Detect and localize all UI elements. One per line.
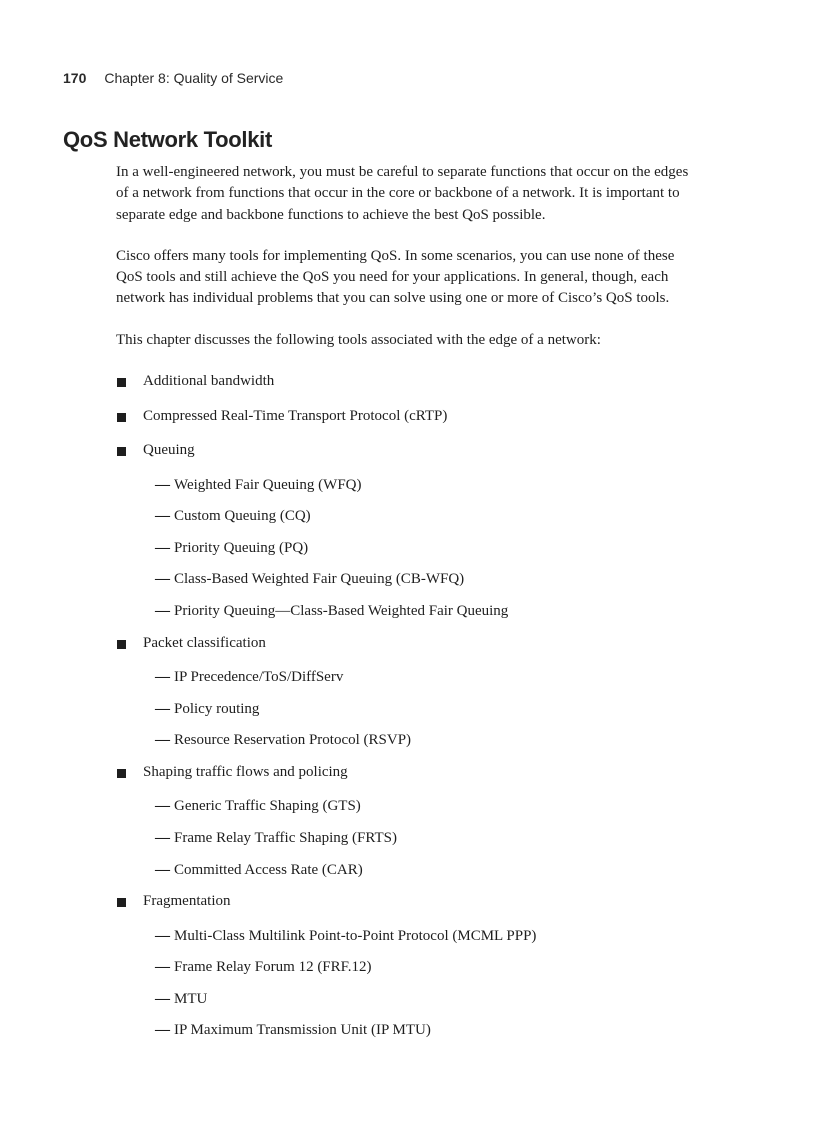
sub-item-label: IP Maximum Transmission Unit (IP MTU) (174, 1022, 431, 1039)
dash-bullet-icon: — (155, 571, 170, 588)
sub-list (116, 926, 701, 1041)
paragraph: Cisco offers many tools for implementing QoS. In some scenarios, you can use none of these QoS tools and still achieve the QoS you need for your applications. In general, though, each network has individual problems that you can solve using one or more of Cisco’s QoS tools. (116, 247, 675, 307)
tool-list-item (116, 406, 701, 430)
dash-bullet-icon: — (155, 927, 170, 944)
sub-list-item (116, 957, 701, 977)
square-bullet-icon (117, 378, 126, 387)
sub-list-item (116, 730, 701, 750)
dash-bullet-icon: — (155, 959, 170, 976)
tool-list-item (116, 633, 701, 657)
sub-item-label: Frame Relay Forum 12 (FRF.12) (174, 959, 372, 976)
dash-bullet-icon: — (155, 602, 170, 619)
sub-item-label: Policy routing (174, 700, 260, 717)
sub-list-item (116, 538, 701, 558)
square-bullet-icon (117, 640, 126, 649)
sub-item-label: Generic Traffic Shaping (GTS) (174, 798, 361, 815)
sub-item-label: IP Precedence/ToS/DiffServ (174, 669, 344, 686)
sub-list-item (116, 475, 701, 495)
sub-list-item (116, 926, 701, 946)
sub-item-label: Frame Relay Traffic Shaping (FRTS) (174, 829, 397, 846)
tool-list-item (116, 891, 701, 915)
dash-bullet-icon: — (155, 798, 170, 815)
sub-list-item (116, 860, 701, 880)
paragraph: In a well-engineered network, you must be careful to separate functions that occur on the edges of a network from functions that occur in the core or backbone of a network. It is important to separate edge and backbone functions to achieve the best QoS possible. (116, 164, 689, 223)
dash-bullet-icon: — (155, 990, 170, 1007)
dash-bullet-icon: — (155, 476, 170, 493)
running-header (63, 70, 283, 86)
tool-label: Packet classification (143, 634, 266, 651)
page-number: 170 (63, 70, 87, 86)
sub-list-item (116, 699, 701, 719)
paragraph: This chapter discusses the following tools associated with the edge of a network: (116, 331, 601, 348)
dash-bullet-icon: — (155, 539, 170, 556)
sub-item-label: MTU (174, 990, 208, 1007)
sub-list (116, 475, 701, 621)
sub-item-label: Committed Access Rate (CAR) (174, 861, 363, 878)
sub-list-item (116, 1020, 701, 1040)
sub-list-container (116, 475, 701, 621)
section-title: QoS Network Toolkit (63, 127, 273, 152)
sub-item-label: Weighted Fair Queuing (WFQ) (174, 476, 362, 493)
sub-list-item (116, 989, 701, 1009)
square-bullet-icon (117, 898, 126, 907)
sub-list-container (116, 926, 701, 1041)
sub-item-label: Priority Queuing (PQ) (174, 539, 309, 556)
dash-bullet-icon: — (155, 829, 170, 846)
tool-list-item (116, 762, 701, 786)
tool-label: Compressed Real-Time Transport Protocol (cRTP) (143, 407, 448, 424)
tool-label: Queuing (143, 442, 195, 459)
tool-label: Shaping traffic flows and policing (143, 763, 348, 780)
tool-list (116, 371, 701, 1040)
dash-bullet-icon: — (155, 669, 170, 686)
sub-list-item (116, 667, 701, 687)
sub-list (116, 796, 701, 879)
sub-list-item (116, 601, 701, 621)
dash-bullet-icon: — (155, 861, 170, 878)
sub-list-item (116, 796, 701, 816)
tool-list-item (116, 440, 701, 464)
chapter-title: Chapter 8: Quality of Service (104, 70, 284, 86)
square-bullet-icon (117, 413, 126, 422)
sub-list-item (116, 569, 701, 589)
square-bullet-icon (117, 447, 126, 456)
sub-list-item (116, 506, 701, 526)
tool-label: Additional bandwidth (143, 373, 275, 390)
sub-item-label: Multi-Class Multilink Point-to-Point Protocol (MCML PPP) (174, 927, 537, 944)
sub-item-label: Resource Reservation Protocol (RSVP) (174, 732, 412, 749)
tool-list-item (116, 371, 701, 395)
sub-list (116, 667, 701, 750)
square-bullet-icon (117, 769, 126, 778)
tool-label: Fragmentation (143, 893, 231, 910)
dash-bullet-icon: — (155, 1022, 170, 1039)
sub-list-container (116, 796, 701, 879)
body-text (116, 162, 701, 1052)
dash-bullet-icon: — (155, 508, 170, 525)
dash-bullet-icon: — (155, 732, 170, 749)
dash-bullet-icon: — (155, 700, 170, 717)
sub-item-label: Priority Queuing—Class-Based Weighted Fair Queuing (174, 602, 509, 619)
sub-item-label: Custom Queuing (CQ) (174, 508, 311, 525)
sub-item-label: Class-Based Weighted Fair Queuing (CB-WFQ) (174, 571, 465, 588)
sub-list-container (116, 667, 701, 750)
sub-list-item (116, 828, 701, 848)
